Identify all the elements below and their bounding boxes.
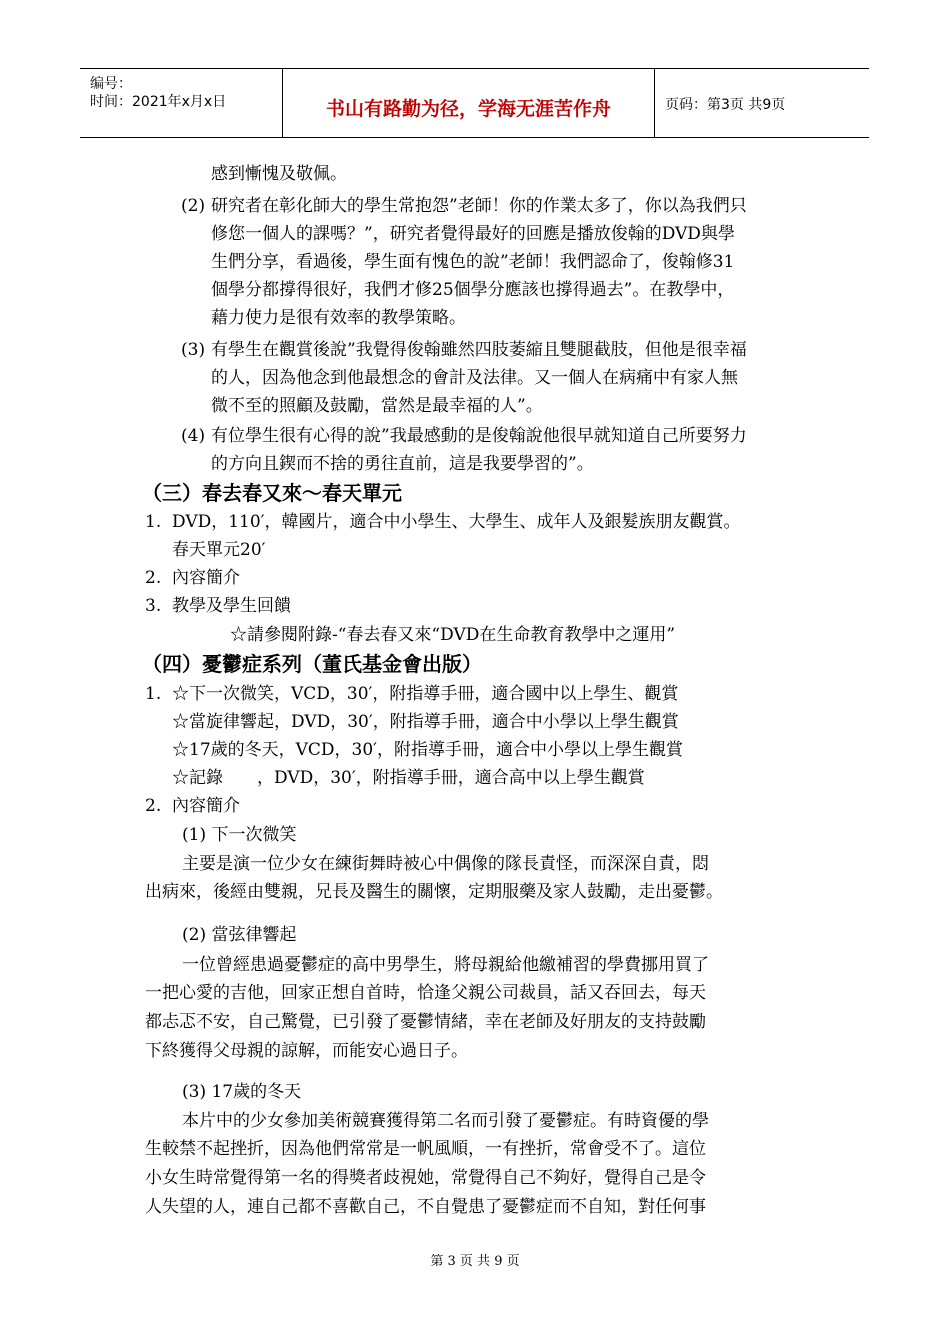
body-line: 本片中的少女參加美術競賽獲得第二名而引發了憂鬱症。有時資優的學 [182, 1111, 709, 1131]
list-number: 2. [145, 568, 162, 588]
body-line: 春天單元20′ [172, 540, 266, 560]
header-table [80, 68, 869, 138]
body-line: 都忐忑不安，自己驚覺，已引發了憂鬱情緒，幸在老師及好朋友的支持鼓勵 [145, 1012, 706, 1032]
section-heading: （四）憂鬱症系列（董氏基金會出版） [142, 652, 482, 676]
body-line: 研究者在彰化師大的學生常抱怨”老師！你的作業太多了，你以為我們只 [211, 196, 747, 216]
motto: 书山有路勤为径，学海无涯苦作舟 [325, 98, 611, 120]
subheading: (3) 17歲的冬天 [182, 1082, 302, 1102]
header-page-cell [655, 69, 869, 137]
body-line: 的方向且鍥而不捨的勇往直前，這是我要學習的”。 [211, 454, 594, 474]
body-line: 感到慚愧及敬佩。 [211, 164, 347, 184]
body-line: ☆17歲的冬天，VCD，30′，附指導手冊，適合中小學以上學生觀賞 [172, 740, 684, 760]
subheading: (1) 下一次微笑 [182, 825, 297, 845]
body-line: 有學生在觀賞後說”我覺得俊翰雖然四肢萎縮且雙腿截肢，但他是很幸福 [211, 340, 747, 360]
body-line: 的人，因為他念到他最想念的會計及法律。又一個人在病痛中有家人無 [211, 368, 738, 388]
body-line: ☆下一次微笑，VCD，30′，附指導手冊，適合國中以上學生、觀賞 [172, 684, 679, 704]
body-line: 小女生時常覺得第一名的得獎者歧視她，常覺得自己不夠好，覺得自己是令 [145, 1168, 706, 1188]
item-number: (4) [181, 426, 206, 446]
list-number: 2. [145, 796, 162, 816]
body-line: 內容簡介 [172, 796, 240, 816]
time-label: 时间：2021年x月x日 [90, 94, 227, 110]
body-line: 下終獲得父母親的諒解，而能安心過日子。 [145, 1041, 468, 1061]
body-line: 生較禁不起挫折，因為他們常常是一帆風順，一有挫折，常會受不了。這位 [145, 1139, 706, 1159]
section-heading: （三）春去春又來～春天單元 [142, 481, 402, 505]
body-line: 一把心愛的吉他，回家正想自首時，恰逢父親公司裁員，話又吞回去，每天 [145, 983, 706, 1003]
page-info: 页码：第3页 共9页 [665, 97, 786, 113]
body-line: DVD，110′，韓國片，適合中小學生、大學生、成年人及銀髮族朋友觀賞。 [172, 512, 741, 532]
body-line: 有位學生很有心得的說”我最感動的是俊翰說他很早就知道自己所要努力 [211, 426, 747, 446]
subheading: (2) 當弦律響起 [182, 925, 297, 945]
body-line: 人失望的人，連自己都不喜歡自己，不自覺患了憂鬱症而不自知，對任何事 [145, 1197, 706, 1217]
body-line: 主要是演一位少女在練街舞時被心中偶像的隊長責怪，而深深自責，悶 [182, 854, 709, 874]
list-number: 1. [145, 684, 162, 704]
body-line: 修您一個人的課嗎？”，研究者覺得最好的回應是播放俊翰的DVD與學 [211, 224, 735, 244]
body-line: ☆請參閱附錄-“春去春又來“DVD在生命教育教學中之運用” [230, 625, 676, 645]
header-meta-cell [80, 69, 283, 137]
body-line: 內容簡介 [172, 568, 240, 588]
header-motto-cell [283, 69, 655, 137]
list-number: 1. [145, 512, 162, 532]
body-line: 出病來，後經由雙親，兄長及醫生的關懷，定期服藥及家人鼓勵，走出憂鬱。 [145, 882, 723, 902]
item-number: (2) [181, 196, 206, 216]
body-line: 生們分享，看過後，學生面有愧色的說”老師！我們認命了，俊翰修31 [211, 252, 735, 272]
item-number: (3) [181, 340, 206, 360]
body-line: 個學分都撐得很好，我們才修25個學分應該也撐得過去”。在教學中， [211, 280, 735, 300]
body-line: ☆記錄 ，DVD，30′，附指導手冊，適合高中以上學生觀賞 [172, 768, 645, 788]
body-line: ☆當旋律響起，DVD，30′，附指導手冊，適合中小學以上學生觀賞 [172, 712, 679, 732]
body-line: 藉力使力是很有效率的教學策略。 [211, 308, 466, 328]
list-number: 3. [145, 596, 162, 616]
body-line: 一位曾經患過憂鬱症的高中男學生，將母親給他繳補習的學費挪用買了 [182, 955, 709, 975]
page-footer: 第 3 页 共 9 页 [430, 1254, 520, 1269]
body-line: 教學及學生回饋 [172, 596, 291, 616]
body-line: 微不至的照顧及鼓勵，當然是最幸福的人”。 [211, 396, 543, 416]
code-label: 编号： [90, 76, 132, 92]
